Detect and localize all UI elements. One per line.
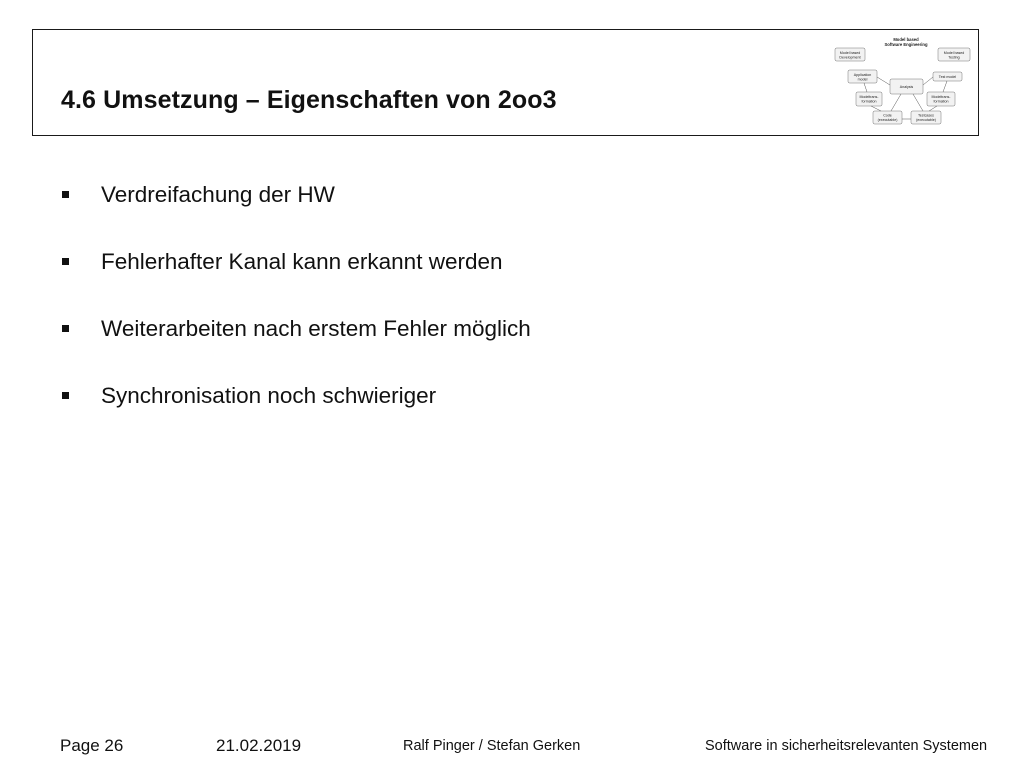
diagram-test-line2: Testing — [948, 55, 960, 60]
diagram-dev-line1: Model based — [839, 51, 861, 55]
diagram-transform-right-line1: Modeltrans- — [931, 95, 951, 99]
diagram-transform-right-line2: formation — [933, 99, 949, 104]
diagram-arrow-app-transform — [864, 83, 867, 92]
diagram-arrow-analysis-code — [891, 94, 901, 111]
diagram-analysis-label: Analysis — [899, 85, 914, 89]
diagram-arrow-transform-code — [871, 106, 881, 111]
diagram-transform-left-line2: formation — [861, 99, 877, 104]
diagram-test-model-label: Test model — [938, 75, 957, 79]
header-box — [32, 29, 979, 136]
diagram-arrow-testmodel-analysis — [923, 77, 933, 85]
diagram-testcases-line2: (executable) — [916, 118, 936, 122]
diagram-arrow-analysis-testcases — [913, 94, 923, 111]
diagram-code-line2: (executable) — [877, 118, 898, 122]
footer-course: Software in sicherheitsrelevanten Systemen — [705, 738, 988, 754]
bullet-text: Verdreifachung der HW — [101, 182, 335, 207]
diagram-dev-line2: Development — [839, 55, 861, 60]
diagram-transform-left-line1: Modeltrans- — [859, 95, 879, 99]
diagram-test-line1: Model based — [943, 51, 965, 55]
diagram-app-line1: Application — [853, 73, 872, 77]
diagram-code-line1: Code — [883, 113, 892, 118]
diagram-app-line2: model — [857, 77, 868, 82]
diagram-heading-line1: Model based — [893, 37, 919, 42]
footer-date: 21.02.2019 — [216, 736, 302, 755]
square-bullet-icon — [62, 191, 69, 198]
bullet-text: Weiterarbeiten nach erstem Fehler möglich — [101, 316, 531, 341]
diagram-heading-line2: Software Engineering — [884, 42, 928, 47]
square-bullet-icon — [62, 325, 69, 332]
diagram-arrow-testmodel-transform — [943, 81, 947, 92]
square-bullet-icon — [62, 392, 69, 399]
diagram-testcases-line1: Testcases — [918, 113, 934, 118]
diagram-arrow-app-analysis — [877, 77, 890, 85]
mbse-diagram — [831, 35, 981, 133]
bullet-text: Synchronisation noch schwieriger — [101, 383, 437, 408]
footer-page-number: Page 26 — [60, 736, 124, 755]
slide-title: 4.6 Umsetzung – Eigenschaften von 2oo3 — [61, 86, 557, 114]
footer-authors: Ralf Pinger / Stefan Gerken — [403, 738, 581, 754]
bullet-text: Fehlerhafter Kanal kann erkannt werden — [101, 249, 503, 274]
square-bullet-icon — [62, 258, 69, 265]
diagram-arrow-transform-testcases — [929, 106, 937, 111]
